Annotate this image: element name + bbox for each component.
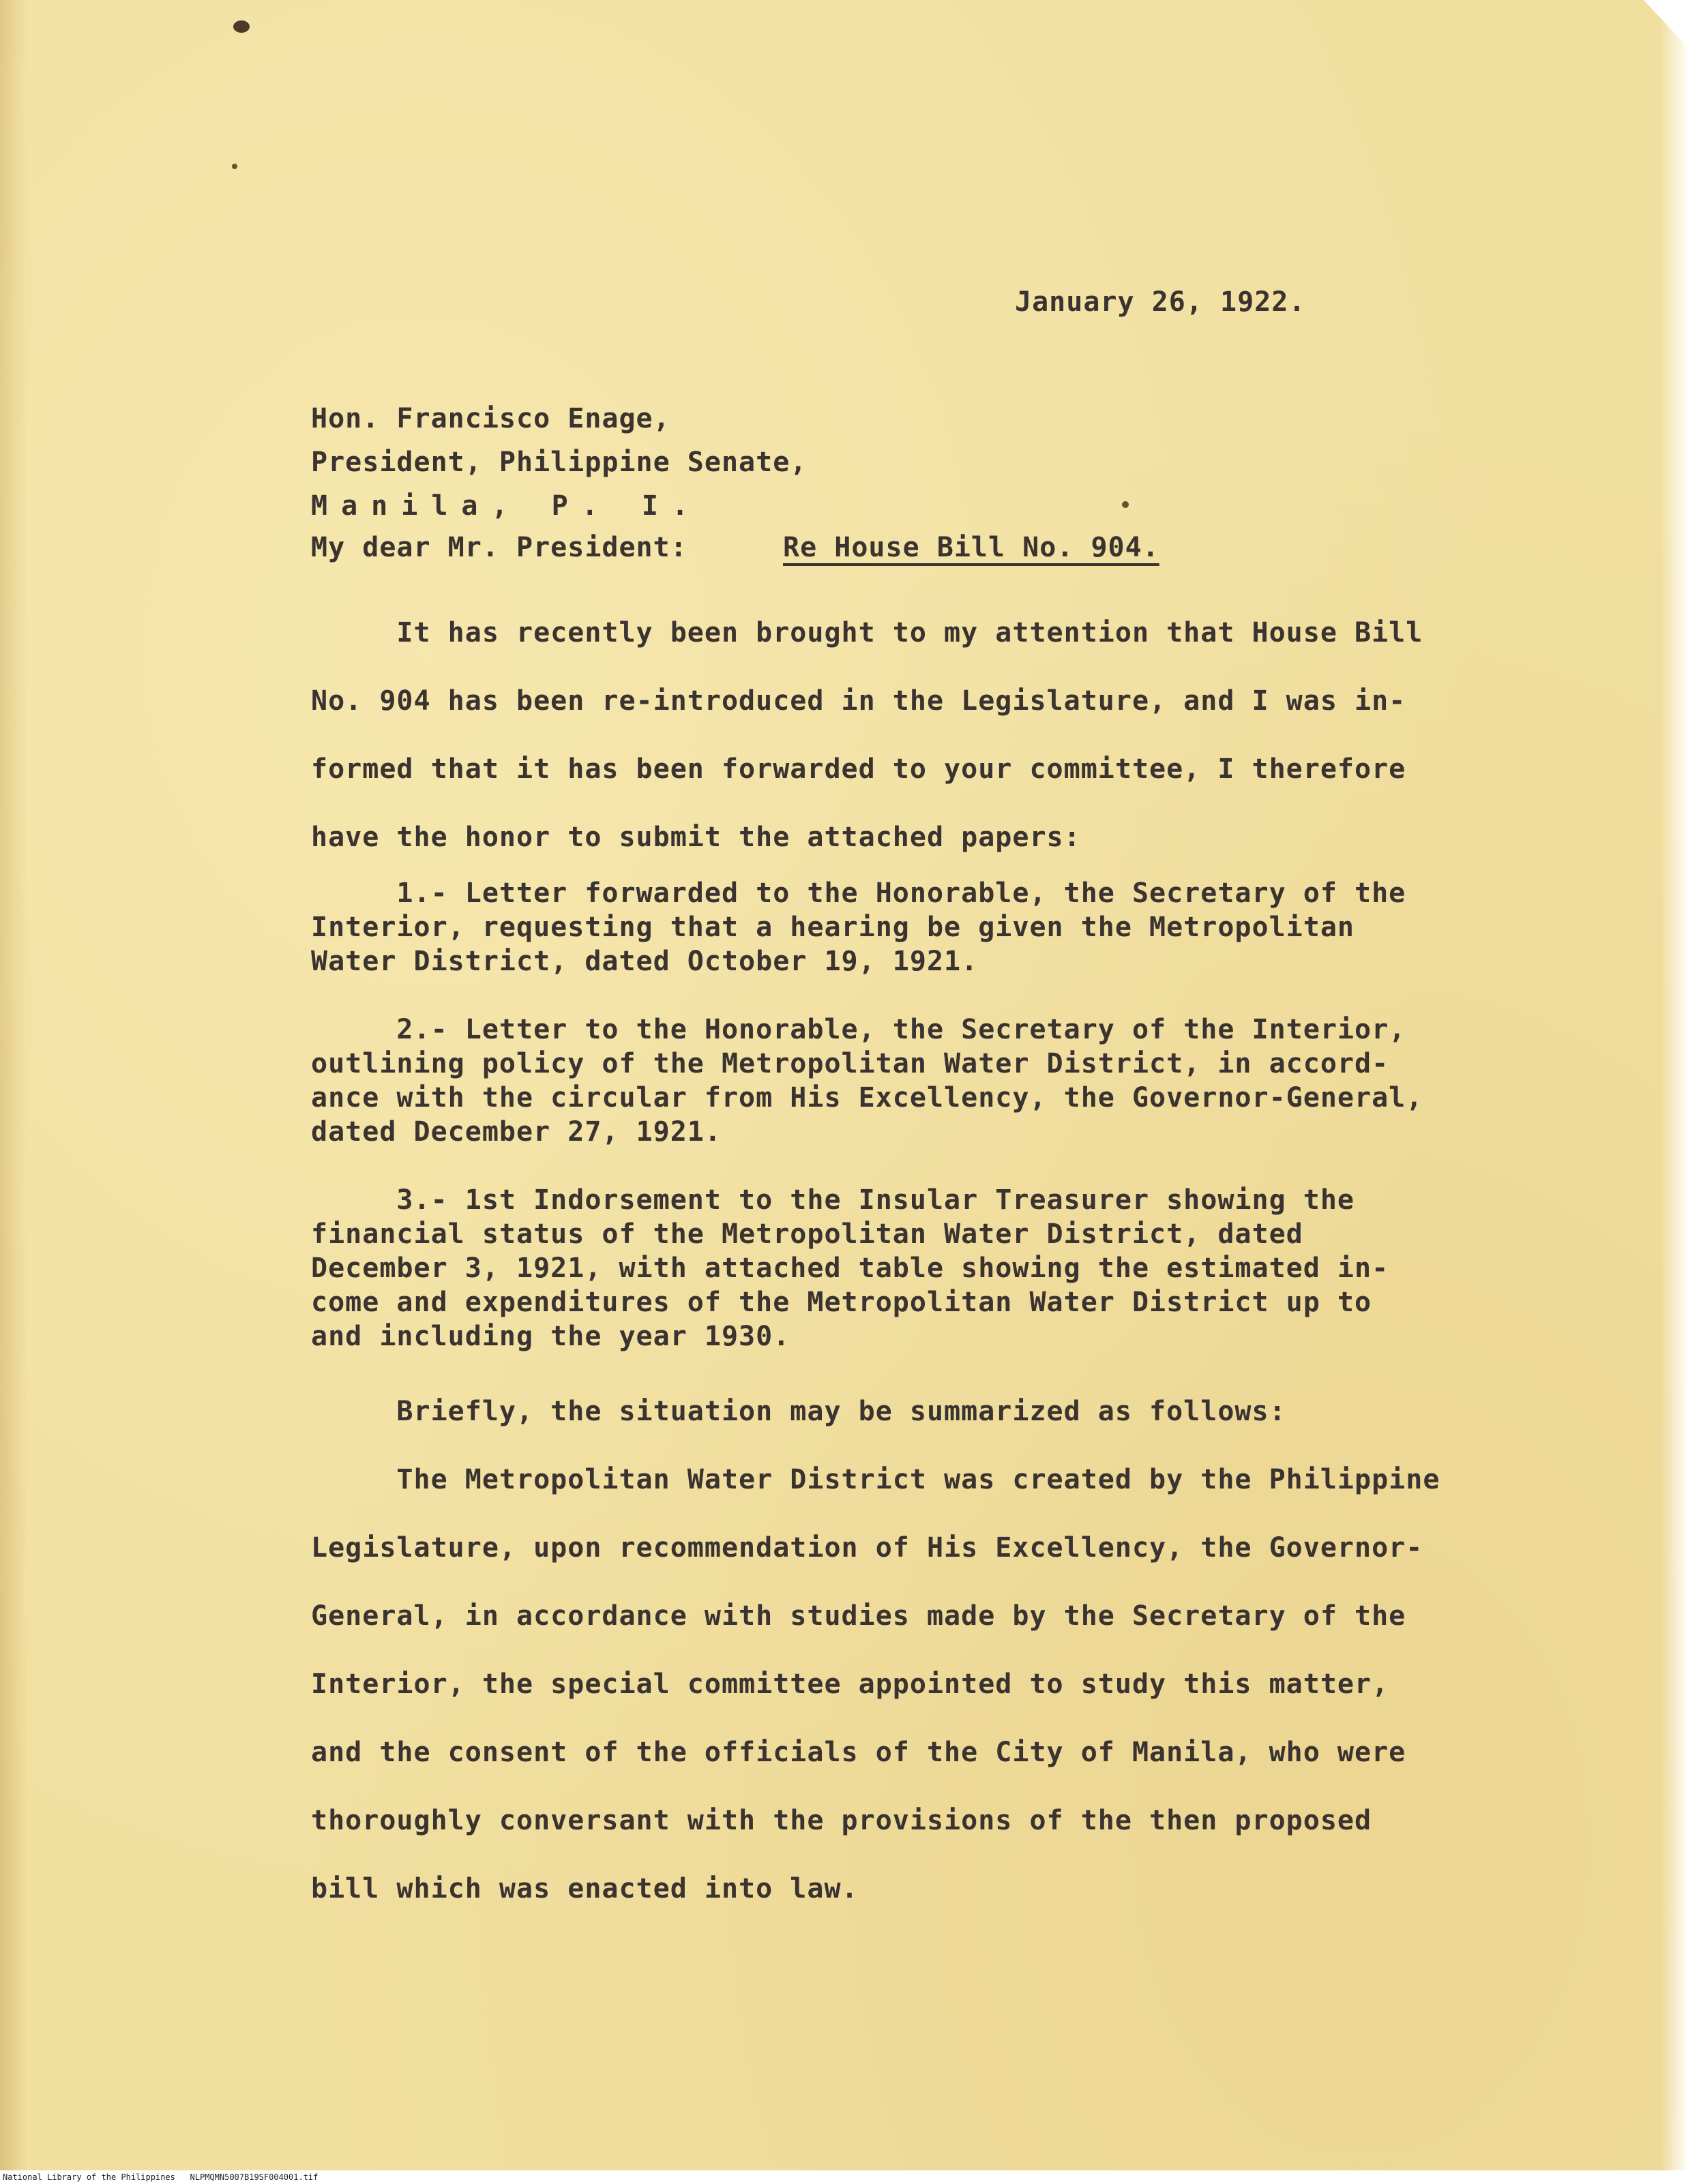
- item-1-line: 1.- Letter forwarded to the Honorable, the Secretary of the: [311, 878, 1406, 909]
- intro-line: formed that it has been forwarded to your committee, I therefore: [311, 753, 1406, 785]
- item-2-line: 2.- Letter to the Honorable, the Secretary of the Interior,: [311, 1014, 1406, 1045]
- ink-mark: [232, 164, 237, 169]
- intro-line: No. 904 has been re-introduced in the Legislature, and I was in-: [311, 685, 1406, 717]
- summary-intro: Briefly, the situation may be summarized as follows:: [311, 1396, 1286, 1427]
- ink-mark: [1122, 501, 1129, 508]
- body-line: thoroughly conversant with the provisions of the then proposed: [311, 1805, 1372, 1836]
- archive-footer: National Library of the Philippines NLPMQMN5007B19SF004001.tif: [3, 2172, 319, 2182]
- item-2-line: outlining policy of the Metropolitan Water District, in accord-: [311, 1048, 1389, 1079]
- salutation: My dear Mr. President:: [311, 532, 687, 563]
- item-3-line: come and expenditures of the Metropolitan Water District up to: [311, 1287, 1372, 1318]
- item-2-line: dated December 27, 1921.: [311, 1116, 722, 1148]
- addressee-city: Manila, P. I.: [311, 490, 702, 522]
- intro-line: It has recently been brought to my attention that House Bill: [311, 617, 1423, 648]
- body-line: and the consent of the officials of the City of Manila, who were: [311, 1737, 1406, 1768]
- intro-line: have the honor to submit the attached papers:: [311, 822, 1081, 853]
- letter-date: January 26, 1922.: [1015, 286, 1306, 318]
- page-edge: [1660, 0, 1701, 2170]
- item-3-line: December 3, 1921, with attached table showing the estimated in-: [311, 1253, 1389, 1284]
- body-line: Legislature, upon recommendation of His Excellency, the Governor-: [311, 1532, 1423, 1564]
- addressee-name: Hon. Francisco Enage,: [311, 403, 670, 434]
- item-3-line: and including the year 1930.: [311, 1321, 790, 1352]
- body-line: General, in accordance with studies made by the Secretary of the: [311, 1600, 1406, 1632]
- ink-mark: [233, 20, 250, 33]
- item-3-line: 3.- 1st Indorsement to the Insular Treasurer showing the: [311, 1184, 1355, 1216]
- item-1-line: Interior, requesting that a hearing be given the Metropolitan: [311, 912, 1355, 943]
- item-1-line: Water District, dated October 19, 1921.: [311, 946, 979, 977]
- subject-line: Re House Bill No. 904.: [783, 532, 1159, 563]
- body-line: The Metropolitan Water District was created by the Philippine: [311, 1464, 1440, 1495]
- item-2-line: ance with the circular from His Excellency, the Governor-General,: [311, 1082, 1423, 1113]
- addressee-title: President, Philippine Senate,: [311, 447, 808, 478]
- body-line: bill which was enacted into law.: [311, 1873, 859, 1904]
- item-3-line: financial status of the Metropolitan Water District, dated: [311, 1218, 1303, 1250]
- body-line: Interior, the special committee appointed to study this matter,: [311, 1669, 1389, 1700]
